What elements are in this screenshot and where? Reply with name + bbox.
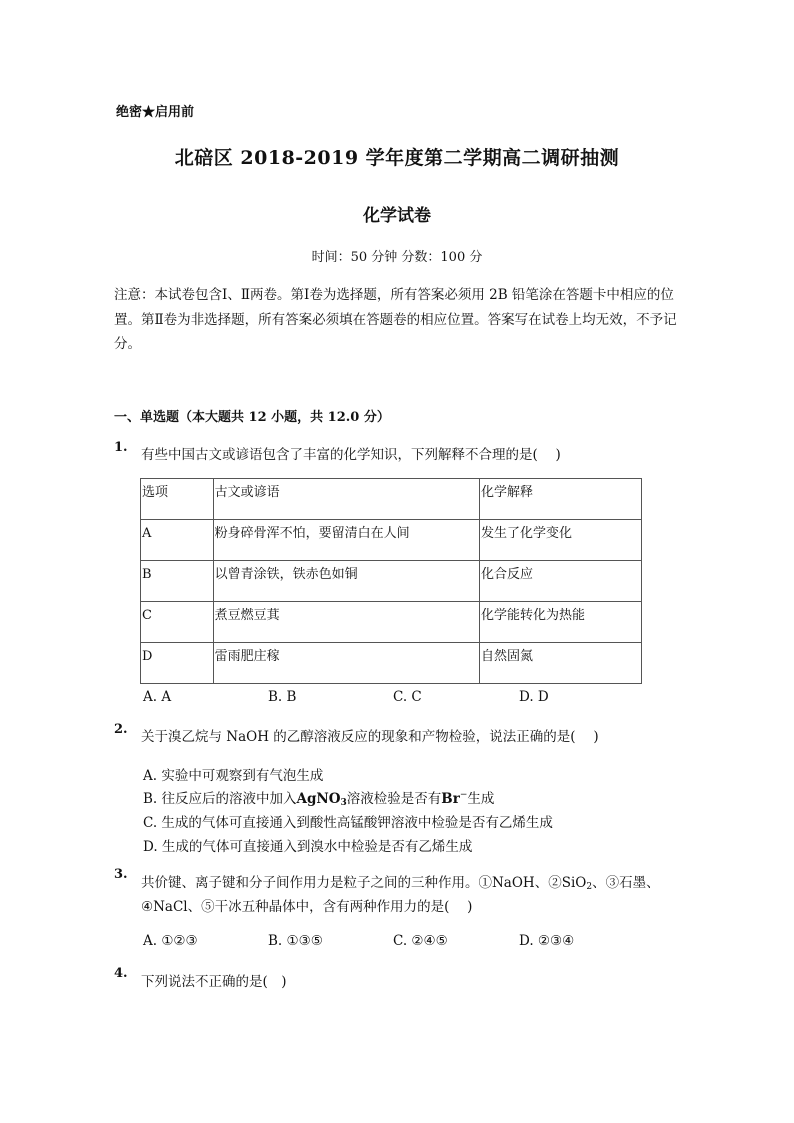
table-header-row (141, 479, 642, 520)
question-3-option-b: B. ①③⑤ (268, 933, 323, 949)
table-cell: 雷雨肥庄稼 (213, 643, 479, 684)
formula-subscript: 3 (340, 798, 347, 808)
ion-charge-superscript: − (459, 790, 468, 800)
section-heading: 一、单选题（本大题共 12 小题，共 12.0 分） (114, 410, 390, 425)
table-row (141, 643, 642, 684)
question-1-option-d: D. D (519, 689, 549, 705)
table-row (141, 561, 642, 602)
stem-text-end: 、③石墨、 (592, 875, 660, 891)
table-cell: 自然固氮 (479, 643, 641, 684)
option-b-text-middle: 溶液检验是否有 (346, 791, 442, 807)
question-1-stem: 有些中国古文或谚语包含了丰富的化学知识，下列解释不合理的是( ) (141, 447, 561, 463)
question-3-option-c: C. ②④⑤ (393, 933, 448, 949)
question-2-option-d: D. 生成的气体可直接通入到溴水中检验是否有乙烯生成 (143, 839, 473, 855)
question-3-option-d: D. ②③④ (519, 933, 575, 949)
question-2-option-a: A. 实验中可观察到有气泡生成 (143, 768, 324, 784)
exam-notice: 注意：本试卷包含Ⅰ、Ⅱ两卷。第Ⅰ卷为选择题，所有答案必须用 2B 铅笔涂在答题卡中相应的位置。第Ⅱ卷为非选择题，所有答案必须填在答题卷的相应位置。答案写在试卷上均无效，不予记分。 (114, 287, 677, 352)
confidential-label: 绝密★启用前 (116, 105, 195, 120)
table-cell: A (141, 520, 214, 561)
table-header-cell: 古文或谚语 (213, 479, 479, 520)
formula-subscript: 2 (586, 882, 593, 892)
question-2-number: 2. (114, 722, 128, 737)
table-cell: 化合反应 (479, 561, 641, 602)
question-3-stem-line-1 (141, 871, 660, 892)
exam-title: 北碚区 2018-2019 学年度第二学期高二调研抽测 (174, 147, 620, 169)
table-cell: C (141, 602, 214, 643)
table-cell: 发生了化学变化 (479, 520, 641, 561)
question-1-option-b: B. B (268, 689, 297, 705)
question-3-option-a: A. ①②③ (143, 933, 198, 949)
question-2-stem: 关于溴乙烷与 NaOH 的乙醇溶液反应的现象和产物检验，说法正确的是( ) (141, 729, 599, 745)
table-cell: 化学能转化为热能 (479, 602, 641, 643)
table-cell: 煮豆燃豆萁 (213, 602, 479, 643)
table-cell: 粉身碎骨浑不怕，要留清白在人间 (213, 520, 479, 561)
question-2-option-b (143, 787, 494, 808)
question-4-number: 4. (114, 966, 128, 981)
question-1-table (140, 478, 642, 684)
table-cell: 以曾青涂铁，铁赤色如铜 (213, 561, 479, 602)
silver-nitrate-formula: AgNO (296, 791, 341, 807)
table-row (141, 520, 642, 561)
option-b-text-end: 生成 (467, 791, 495, 807)
question-3-stem-line-2: ④NaCl、⑤干冰五种晶体中，含有两种作用力的是( ) (141, 899, 473, 915)
question-2-option-c: C. 生成的气体可直接通入到酸性高锰酸钾溶液中检验是否有乙烯生成 (143, 815, 553, 831)
bromide-ion-formula: Br (441, 791, 460, 807)
table-row (141, 602, 642, 643)
option-b-text-start: B. 往反应后的溶液中加入 (143, 791, 297, 807)
question-4-stem: 下列说法不正确的是( ) (141, 974, 287, 990)
exam-subject: 化学试卷 (363, 206, 431, 226)
table-cell: D (141, 643, 214, 684)
question-1-number: 1. (114, 440, 128, 455)
table-cell: B (141, 561, 214, 602)
question-1-option-a: A. A (143, 689, 172, 705)
question-1-option-c: C. C (393, 689, 422, 705)
table-header-cell: 化学解释 (479, 479, 641, 520)
question-3-number: 3. (114, 867, 128, 882)
stem-text-start: 共价键、离子键和分子间作用力是粒子之间的三种作用。①NaOH、②SiO (141, 875, 587, 891)
exam-timing: 时间：50 分钟 分数：100 分 (311, 250, 483, 265)
table-header-cell: 选项 (141, 479, 214, 520)
